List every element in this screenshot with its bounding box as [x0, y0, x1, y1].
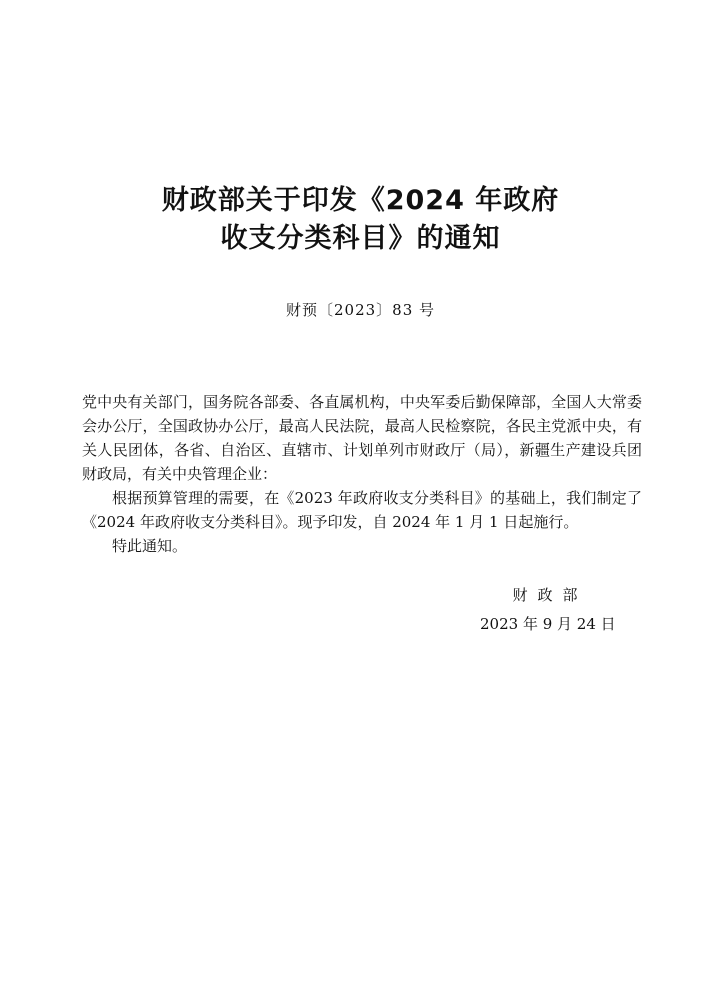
document-number: 财预〔2023〕83 号 [285, 301, 436, 319]
main-paragraph: 根据预算管理的需要，在《2023 年政府收支分类科目》的基础上，我们制定了《2024 年政府收支分类科目》。现予印发，自 2024 年 1 月 1 日起施行。 [82, 489, 642, 531]
document-body [82, 390, 642, 558]
signature-block [480, 583, 630, 636]
document-title-line-1: 财政部关于印发《2024 年政府 [161, 185, 560, 216]
document-title-line-2: 收支分类科目》的通知 [220, 223, 501, 254]
signer-name: 财政部 [512, 586, 588, 604]
issue-date: 2023 年 9 月 24 日 [480, 615, 616, 633]
closing-paragraph: 特此通知。 [112, 537, 188, 555]
addressees-paragraph: 党中央有关部门，国务院各部委、各直属机构，中央军委后勤保障部，全国人大常委会办公厅，全国政协办公厅，最高人民法院，最高人民检察院，各民主党派中央，有关人民团体，各省、自治区、直辖市、计划单列市财政厅（局），新疆生产建设兵团财政局，有关中央管理企业： [82, 393, 642, 483]
